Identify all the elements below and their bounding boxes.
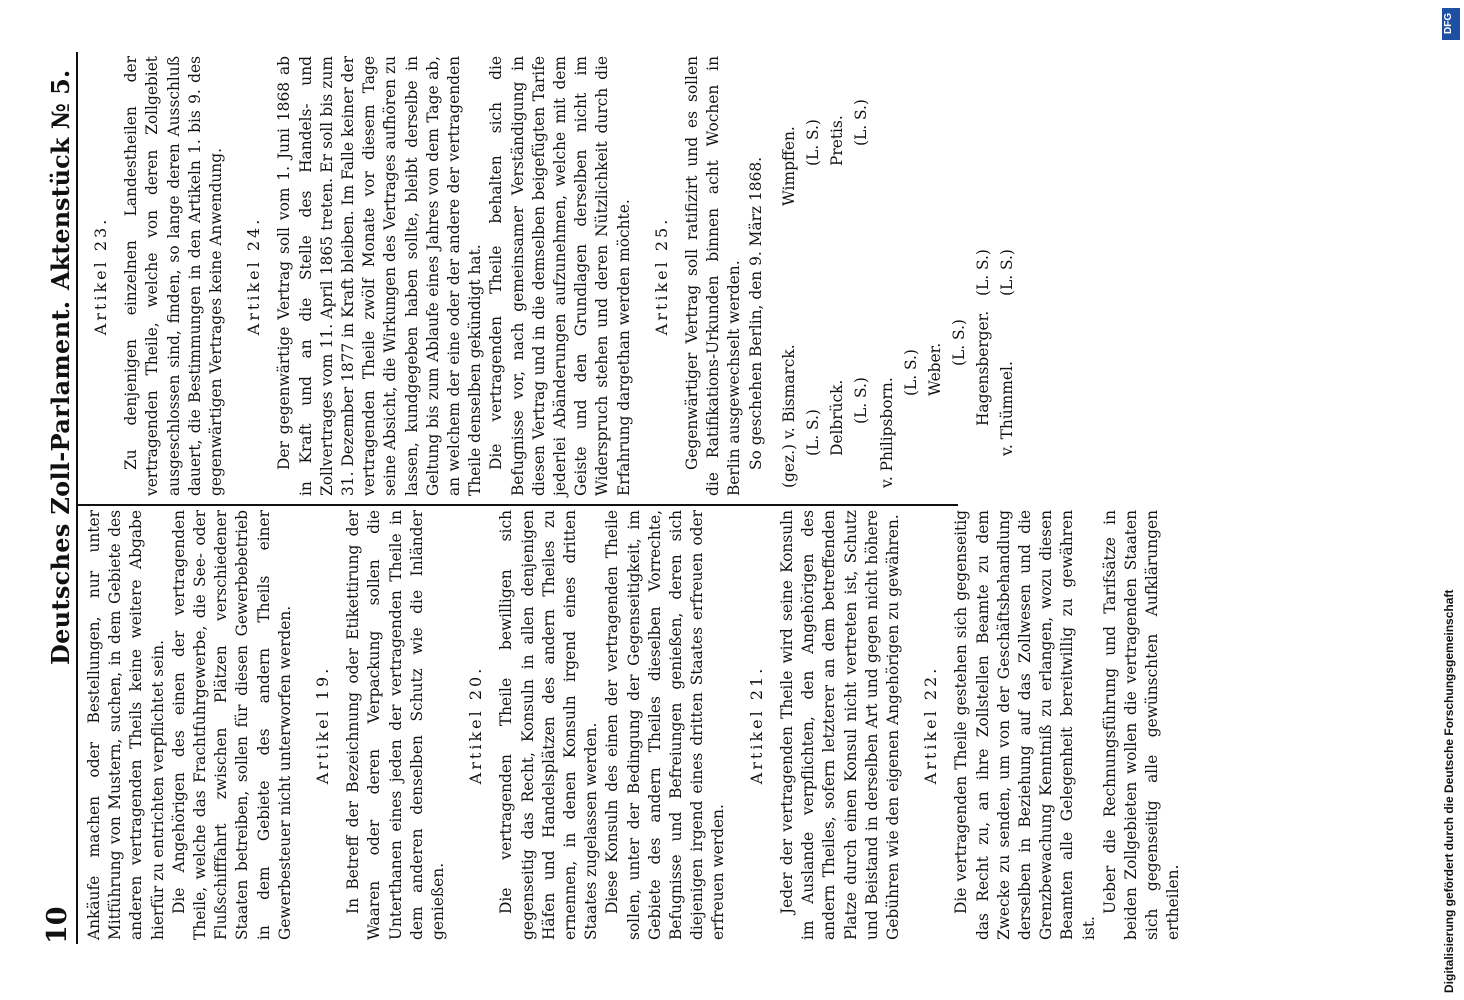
signatory-bismarck: (gez.) v. Bismarck. — [779, 344, 798, 488]
page-header — [42, 30, 76, 980]
seal-bismarck: (L. S.) — [803, 409, 822, 456]
signatory-wimpffen: Wimpffen. — [779, 126, 798, 206]
seal-weber: (L. S.) — [949, 319, 968, 366]
seal-thuemmel: (L. S.) — [997, 249, 1016, 296]
seal-wimpffen: (L. S.) — [803, 119, 822, 166]
signatory-weber: Weber. — [925, 342, 944, 396]
signatory-pretis: Pretis. — [827, 115, 846, 166]
article-23-text: Zu denjenigen einzelnen Landestheilen der vertragenden Theile, welche von deren Zollgebiet ausgeschlossen sind, finden, so lange deren Ausschluß dauert, die Bestimmungen in den Artikeln 1. bis 9. des gegenwärtigen Vertrages keine Anwendung. — [122, 56, 226, 496]
document-title: Deutsches Zoll-Parlament. — [46, 300, 75, 665]
signatory-hagensberger: Hagensberger. — [973, 310, 992, 426]
signatory-thuemmel: v. Thümmel. — [997, 361, 1016, 456]
aktenstueck-label: Aktenstück № 5. — [46, 69, 75, 290]
intro-paragraph-2: Die Angehörigen des einen der vertragenden Theile, welche das Frachtfuhrgewerbe, die See- oder Flußschifffahrt zwischen Plätzen verschiedener Staaten betreiben, sollen für diesen Gewerbebetrieb in dem Gebiete des andern Theils einer Gewerbesteuer nicht unterworfen werden. — [169, 510, 294, 940]
article-20-text: Die vertragenden Theile bewilligen sich gegenseitig das Recht, Konsuln in allen denjenigen Häfen und Handelsplätzen des andern Theiles zu ernennen, in denen Konsuln irgend eines dritten Staates zugelassen werden. — [497, 510, 601, 940]
article-24-heading: Artikel 24. — [244, 216, 264, 336]
article-19-text: In Betreff der Bezeichnung oder Etikettirung der Waaren oder deren Verpackung sollen die Unterthanen eines jeden der vertragenden Theile in dem anderen denselben Schutz wie die Inländer genießen. — [344, 510, 448, 940]
signature-block — [771, 56, 1021, 496]
digitization-credit: Digitalisierung gefördert durch die Deutsche Forschungsgemeinschaft — [1442, 589, 1456, 993]
article-21-text: Jeder der vertragenden Theile wird seine Konsuln im Auslande verpflichten, den Angehörigen des andern Theiles, sofern letzterer an dem betreffenden Platze durch einen Konsul nicht vertreten ist, Schutz und Beistand in derselben Art und gegen nicht höhere Gebühren wie den eigenen Angehörigen zu gewähren. — [777, 510, 902, 940]
article-25-heading: Artikel 25. — [651, 216, 671, 336]
article-24-text-2: Die vertragenden Theile behalten sich die Befugnisse vor, nach gemeinsamer Verständigung in diesen Vertrag und in die demselben beigefügten Tarife jederlei Abänderungen aufzunehmen, welche mit dem Geiste und den Grundlagen derselben nicht im Widerspruch stehen und deren Nützlichkeit durch die Erfahrung dargethan werden möchte. — [487, 56, 633, 496]
article-20-heading: Artikel 20. — [466, 665, 486, 785]
intro-paragraph: Ankäufe machen oder Bestellungen, nur unter Mitführung von Mustern, suchen, in dem Gebiete des anderen vertragenden Theils keine weitere Abgabe hierfür zu entrichten verpflichtet sein. — [85, 510, 167, 940]
article-20-text-2: Diese Konsuln des einen der vertragenden Theile sollen, unter der Bedingung der Gegenseitigkeit, im Gebiete des andern Theiles dieselben Vorrechte, Befugnisse und Befreiungen genießen, deren sich diejenigen irgend eines dritten Staates erfreuen oder erfreuen werden. — [603, 510, 728, 940]
place-date-line: So geschehen Berlin, den 9. März 1868. — [746, 156, 765, 470]
seal-delbrueck: (L. S.) — [851, 377, 870, 424]
header-rule — [76, 52, 78, 944]
article-22-text-2: Ueber die Rechnungsführung und Tarifsätze in beiden Zollgebieten wollen die vertragenden Staaten sich gegenseitig alle gewünschten Aufklärungen ertheilen. — [1100, 510, 1183, 940]
seal-pretis: (L. S.) — [851, 99, 870, 146]
article-24-text: Der gegenwärtige Vertrag soll vom 1. Juni 1868 ab in Kraft und an die Stelle des Handels- und Zollvertrages vom 11. April 1865 treten. Er soll bis zum 31. Dezember 1877 in Kraft bleiben. Im Falle keiner der vertragenden Theile zwölf Monate vor diesem Tage seine Absicht, die Wirkungen des Vertrages aufhören zu lassen, kundgegeben haben sollte, bleibt derselbe in Geltung bis zum Ablaufe eines Jahres von dem Tage ab, an welchem der eine oder der andere der vertragenden Theile denselben gekündigt hat. — [275, 56, 485, 496]
signatory-philipsborn: v. Philipsborn. — [877, 377, 896, 488]
signatory-delbrueck: Delbrück. — [827, 379, 846, 456]
seal-philipsborn: (L. S.) — [901, 349, 920, 396]
article-22-heading: Artikel 22. — [921, 665, 941, 785]
article-25-text: Gegenwärtiger Vertrag soll ratifizirt und es sollen die Ratifikations-Urkunden binnen acht Wochen in Berlin ausgewechselt werden. — [683, 56, 744, 496]
article-23-heading: Artikel 23. — [91, 216, 110, 336]
article-21-heading: Artikel 21. — [746, 665, 766, 785]
seal-hagensberger: (L. S.) — [973, 249, 992, 296]
page-number: 10 — [42, 906, 73, 944]
right-column — [84, 56, 1021, 496]
column-divider — [78, 504, 958, 506]
article-19-heading: Artikel 19. — [313, 665, 333, 785]
article-22-text: Die vertragenden Theile gestehen sich gegenseitig das Recht zu, an ihre Zollstellen Beamte zu dem Zwecke zu senden, um von der Geschäftsbehandlung derselben in Beziehung auf das Zollwesen und die Grenzbewachung Kenntniß zu erlangen, wozu diesen Beamten alle Gelegenheit bereitwillig zu gewähren ist. — [952, 510, 1098, 940]
dfg-logo-text: DFG — [1443, 12, 1454, 34]
left-column — [84, 510, 1185, 940]
digitization-stamp — [1440, 8, 1462, 992]
